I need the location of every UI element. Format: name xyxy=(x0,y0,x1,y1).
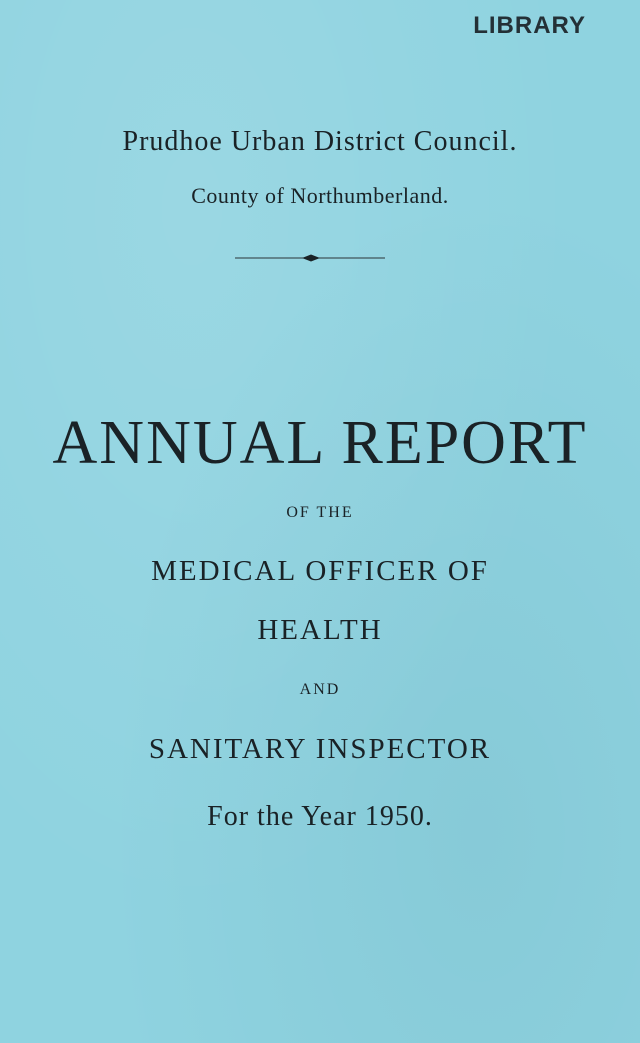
county-name: County of Northumberland. xyxy=(191,183,449,208)
subtitle-of-the: OF THE xyxy=(286,504,354,521)
inspector-line: SANITARY INSPECTOR xyxy=(148,733,492,765)
officer-line-1: MEDICAL OFFICER OF xyxy=(151,555,489,587)
library-stamp: LIBRARY xyxy=(473,12,586,39)
report-year: For the Year 1950. xyxy=(207,801,433,832)
subtitle-and: AND xyxy=(299,681,341,698)
diamond-rule-ornament-icon xyxy=(235,251,385,265)
council-name: Prudhoe Urban District Council. xyxy=(122,126,518,157)
officer-line-2: HEALTH xyxy=(257,614,383,646)
report-title: ANNUAL REPORT xyxy=(52,409,588,477)
